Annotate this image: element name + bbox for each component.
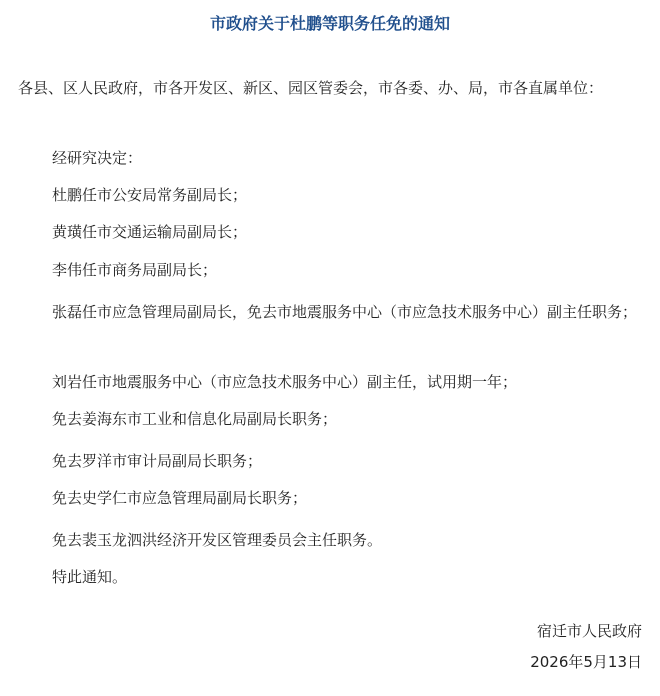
document-title: 市政府关于杜鹏等职务任免的通知 xyxy=(209,14,450,33)
paragraph-appointment-liu-yan: 刘岩任市地震服务中心（市应急技术服务中心）副主任，试用期一年； xyxy=(52,373,518,391)
addressee: 各县、区人民政府，市各开发区、新区、园区管委会，市各委、办、局，市各直属单位： xyxy=(18,79,604,97)
paragraph-decision-intro: 经研究决定： xyxy=(52,149,143,167)
paragraph-appointment-li-wei: 李伟任市商务局副局长； xyxy=(52,261,218,279)
paragraph-removal-luo-yang: 免去罗洋市审计局副局长职务； xyxy=(52,452,263,470)
paragraph-removal-jiang-haidong: 免去姜海东市工业和信息化局副局长职务； xyxy=(52,410,338,428)
paragraph-removal-shi-xueren: 免去史学仁市应急管理局副局长职务； xyxy=(52,489,308,507)
issuer-signature: 宿迁市人民政府 xyxy=(536,622,642,640)
paragraph-removal-pei-yulong: 免去裴玉龙泗洪经济开发区管理委员会主任职务。 xyxy=(52,531,383,549)
paragraph-appointment-du-peng: 杜鹏任市公安局常务副局长； xyxy=(52,186,248,204)
paragraph-closing: 特此通知。 xyxy=(52,568,128,586)
paragraph-appointment-huang-huang: 黄璜任市交通运输局副局长； xyxy=(52,223,248,241)
issue-date: 2026年5月13日 xyxy=(530,653,642,671)
paragraph-appointment-zhang-lei: 张磊任市应急管理局副局长，免去市地震服务中心（市应急技术服务中心）副主任职务； xyxy=(52,303,638,321)
